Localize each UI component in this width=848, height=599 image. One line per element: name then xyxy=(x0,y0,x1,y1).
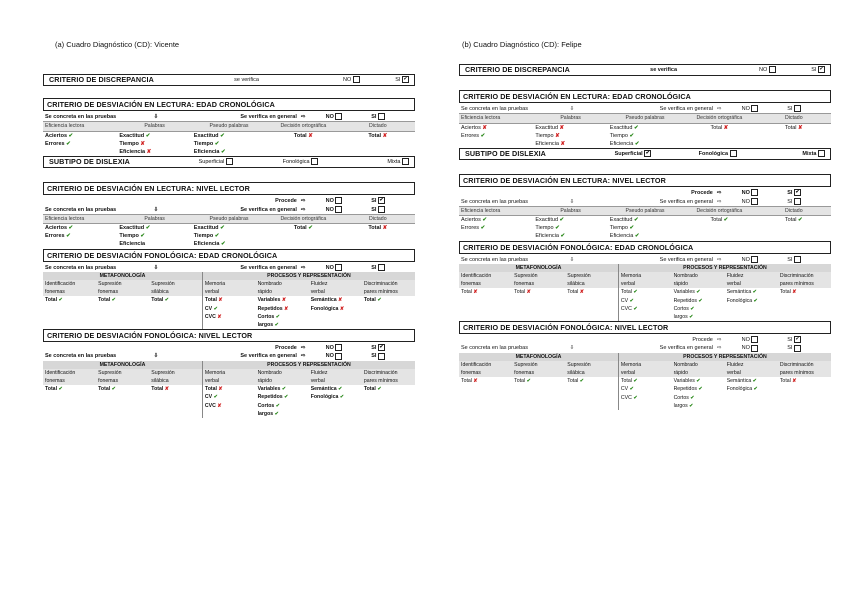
caption-b: (b) Cuadro Diagnóstico (CD): Felipe xyxy=(462,40,582,49)
nivel-fono-block: CRITERIO DE DESVIACIÓN FONOLÓGICA: NIVEL LECTOR xyxy=(43,329,415,342)
subtipo-block-b: SUBTIPO DE DISLEXIA Superficial ✔ Fonológica Mixta xyxy=(459,148,831,160)
discrepancia-block: CRITERIO DE DISCREPANCIA se verifica NO SI ✔ xyxy=(43,74,415,86)
nivel-lectura-block-b: CRITERIO DE DESVIACIÓN EN LECTURA: NIVEL LECTOR xyxy=(459,174,831,187)
edad-lectura-block-b: CRITERIO DE DESVIACIÓN EN LECTURA: EDAD CRONOLÓGICA xyxy=(459,90,831,103)
discrepancia-title: CRITERIO DE DISCREPANCIA xyxy=(49,76,154,84)
subtipo-block: SUBTIPO DE DISLEXIA Superficial Fonológica Mixta xyxy=(43,156,415,168)
edad-lectura-block: CRITERIO DE DESVIACIÓN EN LECTURA: EDAD CRONOLÓGICA xyxy=(43,98,415,111)
edad-fono-block: CRITERIO DE DESVIACIÓN FONOLÓGICA: EDAD CRONOLÓGICA xyxy=(43,249,415,262)
edad-fono-block-b: CRITERIO DE DESVIACIÓN FONOLÓGICA: EDAD CRONOLÓGICA xyxy=(459,241,831,254)
checkbox-no xyxy=(353,76,360,83)
caption-a: (a) Cuadro Diagnóstico (CD): Vicente xyxy=(55,40,180,49)
edad-lectura-table: Se concreta en las pruebas ⇩ Se verifica en general ⇨ NO SI xyxy=(43,113,415,121)
nivel-fono-block-b: CRITERIO DE DESVIACIÓN FONOLÓGICA: NIVEL LECTOR xyxy=(459,321,831,334)
se-verifica-label: se verifica xyxy=(234,77,259,83)
discrepancia-block-b: CRITERIO DE DISCREPANCIA se verifica NO SI ✔ xyxy=(459,64,831,76)
nivel-lectura-block: CRITERIO DE DESVIACIÓN EN LECTURA: NIVEL LECTOR xyxy=(43,182,415,195)
checkbox-si-checked: ✔ xyxy=(403,76,408,83)
panel-felipe: CRITERIO DE DISCREPANCIA se verifica NO SI ✔ CRITERIO DE DESVIACIÓN EN LECTURA: EDAD CRONOLÓGICA Se concreta en las pruebas ⇩ Se verifica en general ⇨ NO SI Eficiencia lectora Palabras Pseudo palabras Decisión ortográfica Dictado Aciertos ✘ Exactitud ✘ Exactitud ✔ Total ✘ Total ✘ Errores ✔ Tiempo ✘ Tiempo ✔ Eficiencia ✘ Eficiencia ✔ SUBTIPO DE DISLEXIA Superficial ✔ Fonológica Mixta CRITERIO DE DESVIACIÓN EN LECTURA: NIVEL LECTOR Procede ⇨ NO SI ✔ Se concreta en las pruebas ⇩ Se verifica en general ⇨ NO SI Eficiencia lectora Palabras Pseudo palabras Decisión ortográfica Dictado Aciertos ✔ Exactitud ✔ Exactitud ✔ Total ✔ Total ✔ Errores ✔ Tiempo ✔ Tiempo ✔ Eficiencia ✔ Eficiencia ✔ CRITERIO DE DESVIACIÓN FONOLÓGICA: EDAD CRONOLÓGICA Se concreta en las pruebas ⇩ Se verifica en general ⇨ NO SI METAFONOLOGÍA PROCESOS Y REPRESENTACIÓN Identificación Supresión Supresión Memoria Nombrado Fluidez Discriminación fonemas fonemas silábica verbal rápido verbal pares mínimos Total ✘ Total ✘ Total ✘ Total ✔ Variables ✔ Semántica ✔ Total ✘ CV ✔ Repetidos ✔ Fonológica ✔ CVC ✔ Cortos ✔ largos ✔ CRITERIO DE DESVIACIÓN FONOLÓGICA: NIVEL LECTOR Procede ⇨ NO SI ✔ Se concreta en las pruebas ⇩ Se verifica en general ⇨ NO SI METAFONOLOGÍA PROCESOS Y REPRESENTACIÓN Identificación Supresión Supresión Memoria Nombrado Fluidez Discriminación fonemas fonemas silábica verbal rápido verbal pares mínimos Total ✘ Total ✔ Total ✔ Total ✔ Variables ✔ Semántica ✔ Total ✘ CV ✔ Repetidos ✔ Fonológica ✔ CVC ✔ Cortos ✔ largos ✔ xyxy=(459,60,831,410)
panel-vicente: CRITERIO DE DISCREPANCIA se verifica NO SI ✔ CRITERIO DE DESVIACIÓN EN LECTURA: EDAD CRONOLÓGICA Se concreta en las pruebas ⇩ Se verifica en general ⇨ NO SI Eficiencia lectora Palabras Pseudo palabras Decisión ortográfica Dictado Aciertos ✔ Exactitud ✔ Exactitud ✔ Total ✘ Total ✘ Errores ✔ Tiempo ✘ Tiempo ✔ Eficiencia ✘ Eficiencia ✔ SUBTIPO DE DISLEXIA Superficial Fonológica Mixta CRITERIO DE DESVIACIÓN EN LECTURA: NIVEL LECTOR Procede ⇨ NO SI ✔ Se concreta en las pruebas ⇩ Se verifica en general ⇨ NO SI Eficiencia lectora Palabras Pseudo palabras Decisión ortográfica Dictado Aciertos ✔ Exactitud ✔ Exactitud ✔ Total ✔ Total ✘ Errores ✔ Tiempo ✔ Tiempo ✔ Eficiencia Eficiencia ✔ CRITERIO DE DESVIACIÓN FONOLÓGICA: EDAD CRONOLÓGICA Se concreta en las pruebas ⇩ Se verifica en general ⇨ NO SI METAFONOLOGÍA PROCESOS Y REPRESENTACIÓN Identificación Supresión Supresión Memoria Nombrado Fluidez Discriminación fonemas fonemas silábica verbal rápido verbal pares mínimos Total ✔ Total ✔ Total ✔ Total ✘ Variables ✘ Semántica ✘ Total ✔ CV ✔ Repetidos ✘ Fonológica ✘ CVC ✘ Cortos ✔ largos ✔ CRITERIO DE DESVIACIÓN FONOLÓGICA: NIVEL LECTOR Procede ⇨ NO SI ✔ Se concreta en las pruebas ⇩ Se verifica en general ⇨ NO SI METAFONOLOGÍA PROCESOS Y REPRESENTACIÓN Identificación Supresión Supresión Memoria Nombrado Fluidez Discriminación fonemas fonemas silábica verbal rápido verbal pares mínimos Total ✔ Total ✔ Total ✘ Total ✘ Variables ✔ Semántica ✔ Total ✔ CV ✔ Repetidos ✔ Fonológica ✔ CVC ✘ Cortos ✔ largos ✔ xyxy=(43,60,415,418)
